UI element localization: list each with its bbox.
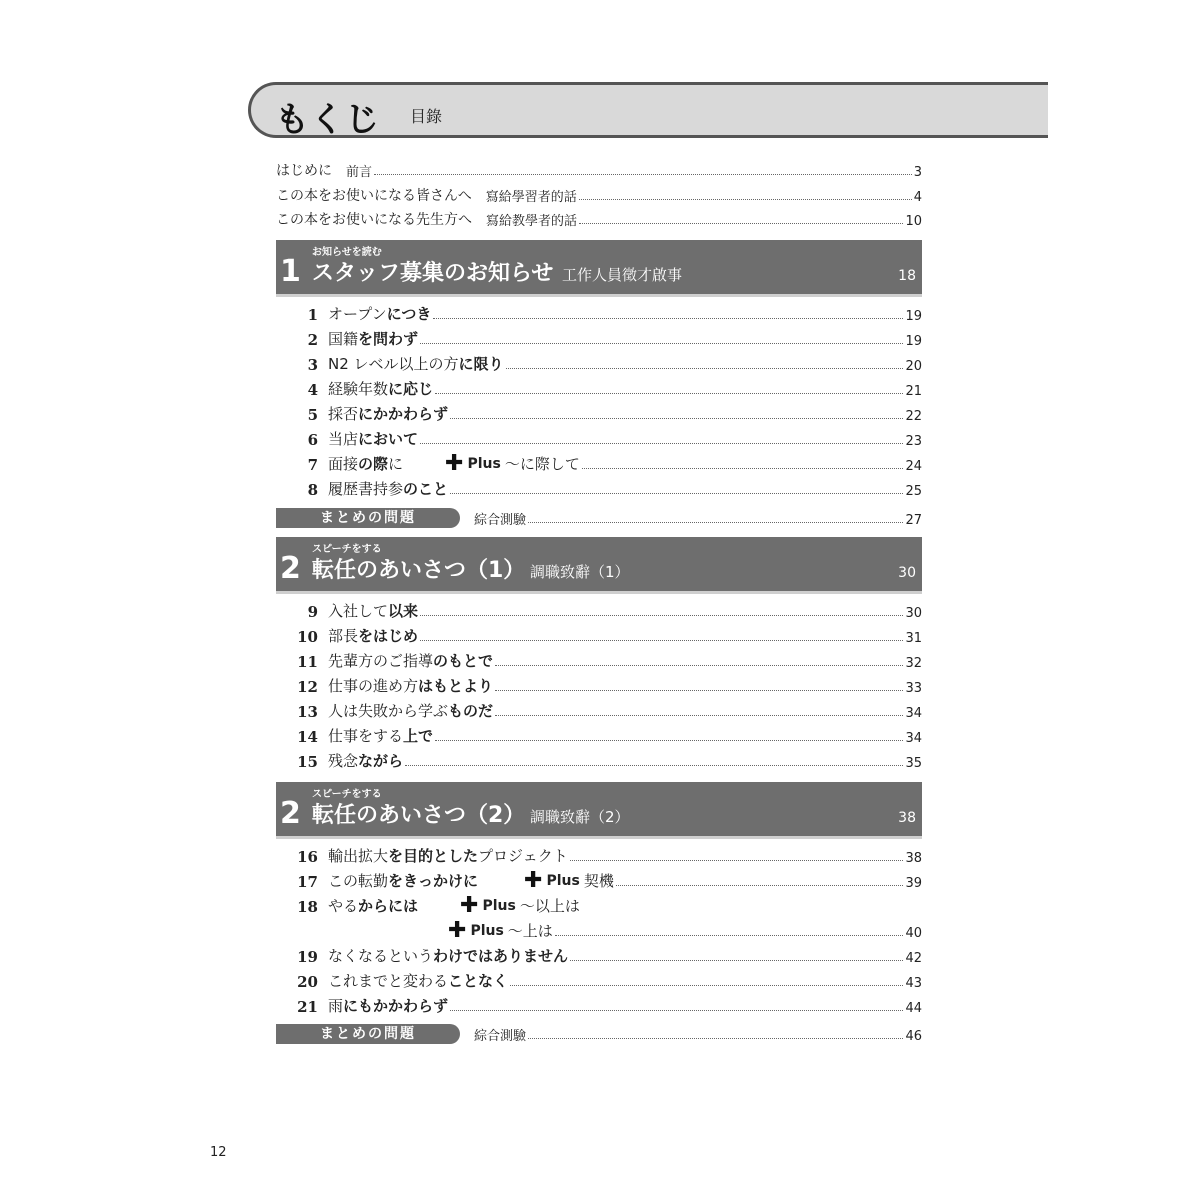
unit-banner-2-1[interactable] [276, 537, 922, 594]
leader-dots [450, 418, 903, 419]
unit-title: 転任のあいさつ（1） [312, 558, 526, 583]
summary-pill: まとめの問題 [276, 508, 460, 528]
item-number: 10 [297, 628, 318, 646]
toc-item[interactable] [296, 402, 922, 424]
plus-cross-icon: ✚ [524, 867, 543, 893]
leader-dots [579, 199, 912, 200]
page-ref: 40 [905, 926, 922, 941]
item-title: 当店において [328, 430, 419, 448]
page-ref: 33 [905, 681, 922, 696]
unit-page: 18 [898, 268, 916, 284]
page-ref: 22 [905, 409, 922, 424]
leader-dots [506, 368, 904, 369]
plus-cross-icon: ✚ [460, 892, 479, 918]
item-number: 9 [307, 603, 318, 621]
entry-title: この本をお使いになる皆さんへ [276, 188, 472, 204]
leader-dots [420, 443, 903, 444]
page-ref: 35 [905, 756, 922, 771]
unit-page: 30 [898, 565, 916, 581]
unit-zh-title: 工作人員徵才啟事 [562, 266, 683, 284]
leader-dots [420, 615, 903, 616]
unit-label: スピーチをする [312, 544, 382, 555]
unit-zh-title: 調職致辭（1） [530, 563, 630, 581]
plus-text: ～に際して [504, 455, 580, 473]
leader-dots [555, 935, 904, 936]
page-ref: 20 [905, 359, 922, 374]
toc-item[interactable] [296, 749, 922, 771]
unit-label: お知らせを読む [312, 247, 382, 258]
page-ref: 31 [905, 631, 922, 646]
leader-dots [528, 522, 903, 523]
item-number: 14 [297, 728, 318, 746]
toc-item[interactable] [296, 844, 922, 866]
toc-summary-2[interactable] [276, 1022, 922, 1044]
unit-number: 1 [280, 254, 301, 289]
toc-item[interactable] [296, 724, 922, 746]
plus-cross-icon: ✚ [448, 917, 467, 943]
page-ref: 27 [905, 513, 922, 528]
summary-sub: 綜合測驗 [474, 513, 527, 528]
item-number: 12 [297, 678, 318, 696]
item-title: 雨にもかかわらず [328, 997, 449, 1015]
toc-entry-teachers[interactable] [276, 207, 922, 229]
unit-banner-2-2[interactable] [276, 782, 922, 839]
item-title: これまでと変わることなく [328, 972, 509, 990]
item-title: 経験年数に応じ [328, 380, 434, 398]
leader-dots [528, 1038, 903, 1039]
item-title: 人は失敗から学ぶものだ [328, 702, 494, 720]
page-ref: 23 [905, 434, 922, 449]
plus-note [448, 917, 553, 943]
toc-item[interactable] [296, 327, 922, 349]
item-title: 先輩方のご指導のもとで [328, 652, 494, 670]
leader-dots [570, 860, 904, 861]
page-ref: 39 [905, 876, 922, 891]
item-title: 面接の際に [328, 455, 404, 473]
entry-sub: 寫給教學者的話 [486, 214, 578, 229]
page-ref: 25 [905, 484, 922, 499]
toc-item[interactable] [296, 624, 922, 646]
unit-number: 2 [280, 551, 301, 586]
item-number: 21 [297, 998, 318, 1016]
toc-entry-learners[interactable] [276, 183, 922, 205]
leader-dots [450, 1010, 903, 1011]
item-title: オープンにつき [328, 305, 432, 323]
page-ref: 44 [905, 1001, 922, 1016]
unit-page: 38 [898, 810, 916, 826]
entry-title: この本をお使いになる先生方へ [276, 212, 472, 228]
toc-item[interactable] [296, 477, 922, 499]
toc-item[interactable] [296, 649, 922, 671]
item-title: 履歴書持参のこと [328, 480, 449, 498]
toc-item-continued[interactable] [328, 919, 922, 941]
plus-note [445, 450, 580, 476]
page-ref: 10 [905, 214, 922, 229]
item-number: 5 [307, 406, 318, 424]
leader-dots [495, 665, 903, 666]
toc-item[interactable] [296, 377, 922, 399]
unit-zh-title: 調職致辭（2） [530, 808, 630, 826]
leader-dots [495, 690, 903, 691]
item-title: 入社して以来 [328, 602, 419, 620]
item-title: 仕事をする上で [328, 727, 434, 745]
item-title: やるからには [328, 897, 419, 915]
leader-dots [420, 640, 903, 641]
plus-text: 契機 [583, 872, 614, 890]
plus-text: ～上は [507, 922, 553, 940]
item-title: この転勤をきっかけに [328, 872, 479, 890]
page-ref: 21 [905, 384, 922, 399]
item-number: 6 [307, 431, 318, 449]
leader-dots [495, 715, 903, 716]
unit-number: 2 [280, 796, 301, 831]
toc-item[interactable] [296, 699, 922, 721]
item-number: 16 [297, 848, 318, 866]
toc-summary-1[interactable] [276, 506, 922, 528]
unit-title: スタッフ募集のお知らせ [312, 261, 554, 286]
item-title: 輸出拡大を目的としたプロジェクト [328, 847, 568, 865]
item-number: 13 [297, 703, 318, 721]
item-title: 採否にかかわらず [328, 405, 449, 423]
page-ref: 30 [905, 606, 922, 621]
leader-dots [420, 343, 903, 344]
item-number: 15 [297, 753, 318, 771]
leader-dots [570, 960, 903, 961]
page-ref: 19 [905, 309, 922, 324]
toc-item[interactable] [296, 869, 922, 891]
item-number: 2 [307, 331, 318, 349]
page-number: 12 [210, 1145, 227, 1160]
item-title: 国籍を問わず [328, 330, 419, 348]
page-ref: 46 [905, 1029, 922, 1044]
plus-label: Plus [546, 872, 580, 889]
toc-title: もくじ [275, 100, 380, 140]
item-title: N2 レベル以上の方に限り [328, 355, 504, 373]
plus-cross-icon: ✚ [445, 450, 464, 476]
leader-dots [433, 318, 903, 319]
toc-item[interactable] [296, 969, 922, 991]
toc-item[interactable] [296, 427, 922, 449]
page-ref: 42 [905, 951, 922, 966]
page-ref: 34 [905, 706, 922, 721]
item-number: 1 [307, 306, 318, 324]
page-ref: 43 [905, 976, 922, 991]
leader-dots [510, 985, 903, 986]
toc-item[interactable] [296, 944, 922, 966]
item-title: 仕事の進め方はもとより [328, 677, 494, 695]
plus-note [524, 867, 614, 893]
page-ref: 24 [905, 459, 922, 474]
toc-item[interactable] [296, 894, 922, 916]
leader-dots [405, 765, 903, 766]
item-number: 3 [307, 356, 318, 374]
item-number: 8 [307, 481, 318, 499]
page-ref: 34 [905, 731, 922, 746]
entry-title: はじめに [276, 163, 332, 179]
page-ref: 3 [913, 165, 922, 180]
item-title: 部長をはじめ [328, 627, 419, 645]
item-title: 残念ながら [328, 752, 404, 770]
toc-item[interactable] [296, 599, 922, 621]
plus-label: Plus [470, 922, 504, 939]
item-number: 18 [297, 898, 318, 916]
plus-label: Plus [467, 455, 501, 472]
leader-dots [579, 223, 903, 224]
page-ref: 32 [905, 656, 922, 671]
leader-dots [374, 174, 912, 175]
toc-item[interactable] [296, 302, 922, 324]
leader-dots [582, 468, 904, 469]
toc-item[interactable] [296, 452, 922, 474]
item-number: 11 [297, 653, 318, 671]
unit-label: スピーチをする [312, 789, 382, 800]
leader-dots [435, 393, 903, 394]
summary-pill: まとめの問題 [276, 1024, 460, 1044]
item-number: 4 [307, 381, 318, 399]
page-ref: 4 [913, 190, 922, 205]
entry-sub: 前言 [346, 165, 373, 180]
unit-title: 転任のあいさつ（2） [312, 803, 526, 828]
leader-dots [616, 885, 904, 886]
plus-text: ～以上は [519, 897, 580, 915]
unit-banner-1[interactable] [276, 240, 922, 297]
summary-sub: 綜合測驗 [474, 1029, 527, 1044]
toc-subtitle: 目錄 [410, 107, 443, 126]
leader-dots [435, 740, 903, 741]
item-number: 19 [297, 948, 318, 966]
toc-entry-preface[interactable] [276, 158, 922, 180]
item-title: なくなるというわけではありません [328, 947, 569, 965]
item-number: 17 [297, 873, 318, 891]
page-ref: 19 [905, 334, 922, 349]
plus-note [460, 892, 580, 918]
toc-item[interactable] [296, 994, 922, 1016]
plus-label: Plus [482, 897, 516, 914]
leader-dots [450, 493, 903, 494]
toc-item[interactable] [296, 352, 922, 374]
item-number: 20 [297, 973, 318, 991]
entry-sub: 寫給學習者的話 [485, 190, 577, 205]
page-ref: 38 [905, 851, 922, 866]
toc-item[interactable] [296, 674, 922, 696]
item-number: 7 [307, 456, 318, 474]
